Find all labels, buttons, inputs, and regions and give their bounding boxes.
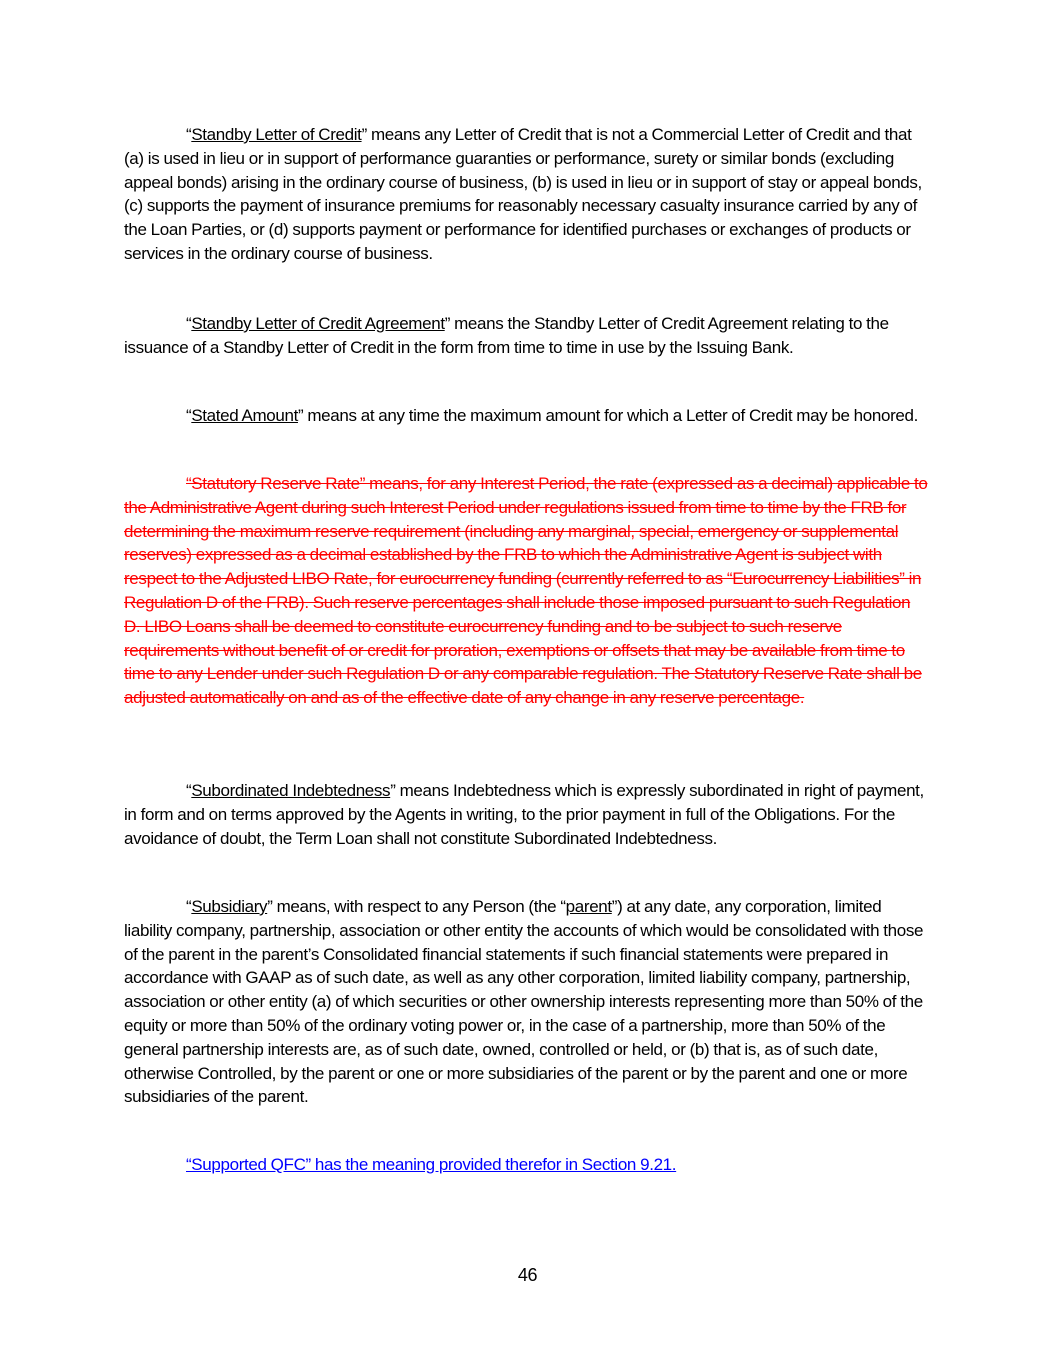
- open-quote: “: [186, 125, 192, 144]
- page-number: 46: [517, 1265, 538, 1285]
- close-quote: ”: [361, 125, 371, 144]
- defined-term: Stated Amount: [191, 406, 298, 425]
- defined-term-parent: parent: [565, 897, 612, 916]
- close-quote: ”: [444, 314, 455, 333]
- deleted-definition-statutory-reserve-rate: [124, 472, 930, 710]
- open-quote: “: [186, 897, 192, 916]
- inserted-text: “Supported QFC” has the meaning provided therefor in Section 9.21.: [186, 1155, 677, 1174]
- close-quote: ”: [297, 406, 308, 425]
- definition-body-part1: ” means, with respect to any Person (the “: [267, 897, 566, 916]
- definition-standby-letter-of-credit-agreement: [124, 312, 930, 360]
- defined-term: Standby Letter of Credit Agreement: [191, 314, 445, 333]
- definition-body: means the Standby Letter of Credit Agreement relating to the issuance of a Standby Letter of Credit in the form from time to time in use by the Issuing Bank.: [124, 314, 889, 357]
- defined-term: Subordinated Indebtedness: [191, 781, 391, 800]
- definition-body-part2: ”) at any date, any corporation, limited liability company, partnership, association or other entity the accounts of which would be consolidated with those of the parent in the parent’s Consolidated financial statements if such financial statements were prepared in accordance with GAAP as of such date, as well as any other corporation, limited liability company, partnership, association or other entity (a) of which securities or other ownership interests representing more than 50% of the equity or more than 50% of the ordinary voting power or, in the case of a partnership, more than 50% of the general partnership interests are, as of such date, owned, controlled or held, or (b) that is, as of such date, otherwise Controlled, by the parent or one or more subsidiaries of the parent or by the parent and one or more subsidiaries of the parent.: [124, 897, 924, 1107]
- inserted-definition-supported-qfc: [124, 1153, 930, 1177]
- open-quote: “: [186, 406, 192, 425]
- definition-body: means any Letter of Credit that is not a Commercial Letter of Credit and that (a) is used in lieu or in support of performance guaranties or performance, surety or similar bonds (excluding appeal bonds) arising in the ordinary course of business, (b) is used in lieu or in support of stay or appeal bonds, (c) supports the payment of insurance premiums for reasonably necessary casualty insurance carried by any of the Loan Parties, or (d) supports payment or performance for identified purchases or exchanges of products or services in the ordinary course of business.: [124, 125, 922, 263]
- definition-standby-letter-of-credit: [124, 123, 930, 266]
- definition-subordinated-indebtedness: [124, 779, 930, 850]
- defined-term: Subsidiary: [191, 897, 268, 916]
- close-quote: ”: [390, 781, 396, 800]
- open-quote: “: [186, 314, 192, 333]
- definition-stated-amount: [124, 404, 930, 428]
- open-quote: “: [186, 781, 192, 800]
- definition-body: means Indebtedness which is expressly subordinated in right of payment, in form and on terms approved by the Agents in writing, to the prior payment in full of the Obligations. For the avoidance of doubt, the Term Loan shall not constitute Subordinated Indebtedness.: [124, 781, 924, 848]
- definition-body: means at any time the maximum amount for which a Letter of Credit may be honored.: [307, 406, 918, 425]
- definition-subsidiary: [124, 895, 930, 1109]
- defined-term: Standby Letter of Credit: [191, 125, 362, 144]
- struck-through-text: “Statutory Reserve Rate” means, for any Interest Period, the rate (expressed as a decimal) applicable to the Administrative Agent during such Interest Period under regulations issued from time to time by the FRB for determining the maximum reserve requirement (including any marginal, special, emergency or supplemental reserves) expressed as a decimal established by the FRB to which the Administrative Agent is subject with respect to the Adjusted LIBO Rate, for eurocurrency funding (currently referred to as “Eurocurrency Liabilities” in Regulation D of the FRB). Such reserve percentages shall include those imposed pursuant to such Regulation D. LIBO Loans shall be deemed to constitute eurocurrency funding and to be subject to such reserve requirements without benefit of or credit for proration, exemptions or offsets that may be available from time to time to any Lender under such Regulation D or any comparable regulation. The Statutory Reserve Rate shall be adjusted automatically on and as of the effective date of any change in any reserve percentage.: [124, 474, 928, 708]
